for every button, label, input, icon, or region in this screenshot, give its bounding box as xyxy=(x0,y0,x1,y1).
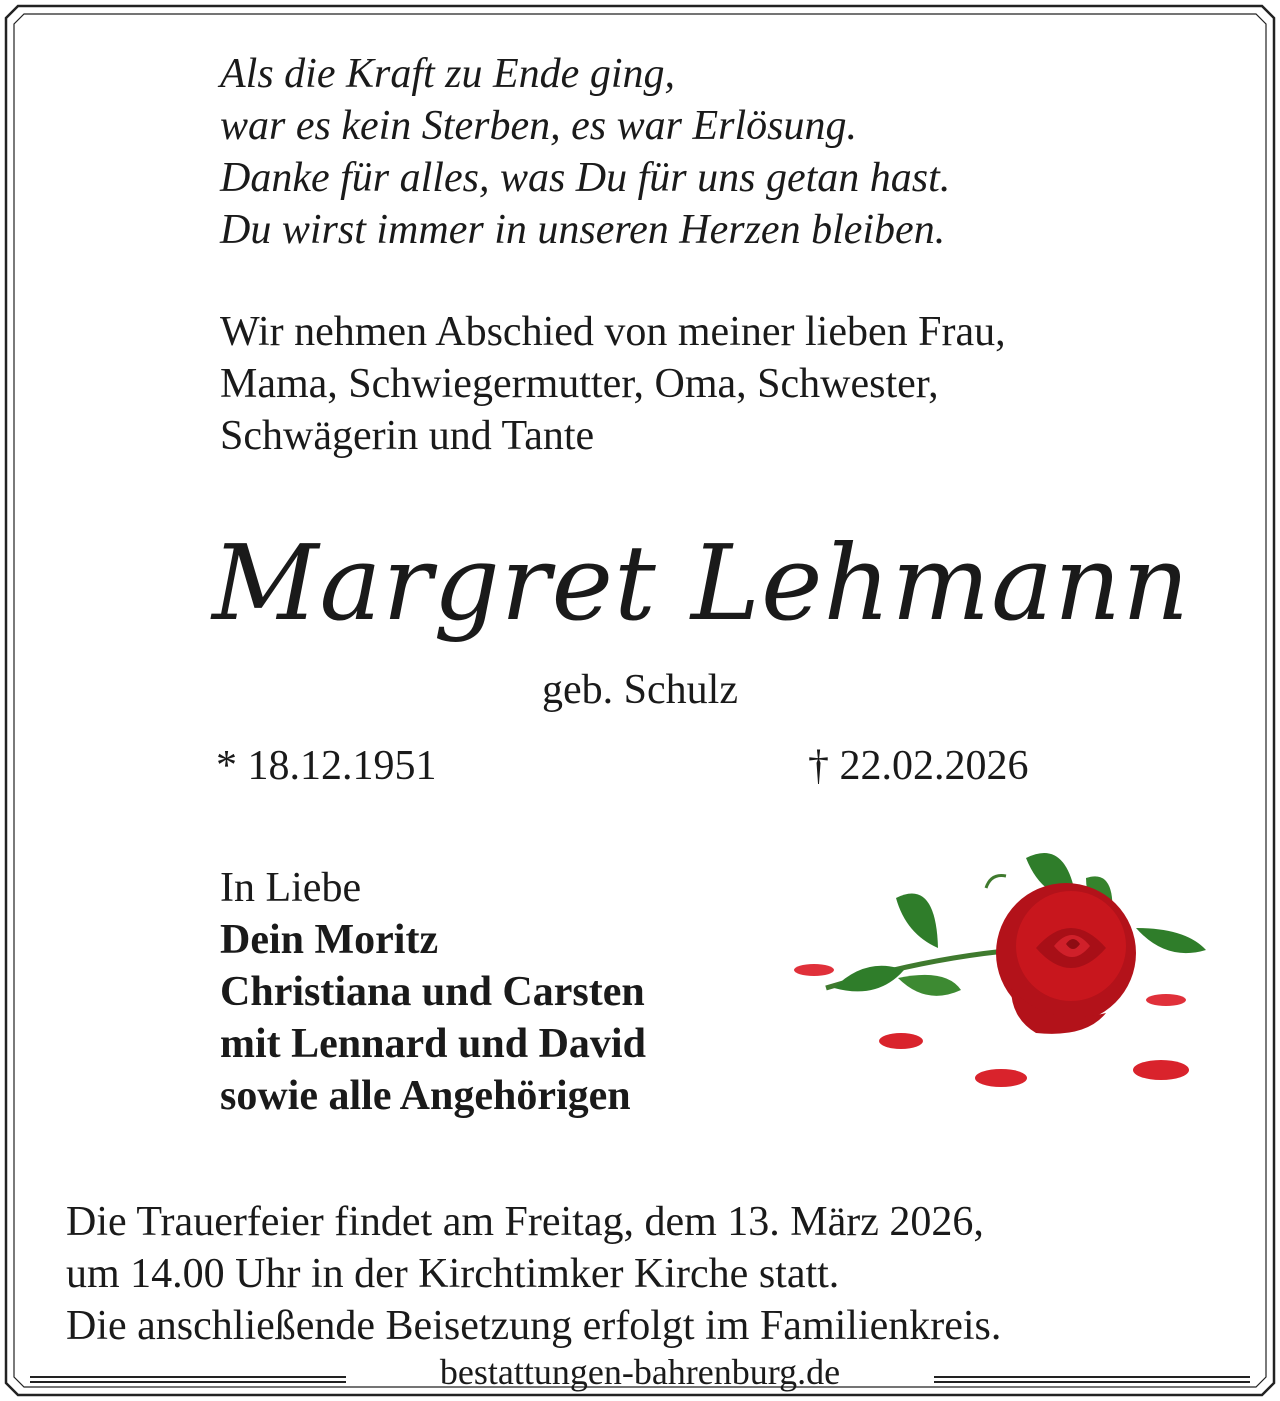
death-date: † 22.02.2026 xyxy=(808,743,1029,789)
poem-line: war es kein Sterben, es war Erlösung. xyxy=(220,103,857,149)
footer-rule-right xyxy=(934,1376,1250,1383)
maiden-name: geb. Schulz xyxy=(542,667,738,713)
service-line: um 14.00 Uhr in der Kirchtimker Kirche statt. xyxy=(66,1251,840,1297)
farewell-intro xyxy=(220,306,1006,462)
mourners xyxy=(220,862,646,1122)
poem-line: Du wirst immer in unseren Herzen bleiben. xyxy=(220,207,946,253)
poem xyxy=(220,48,950,256)
mourner-line: sowie alle Angehörigen xyxy=(220,1073,631,1119)
birth-date: * 18.12.1951 xyxy=(216,743,437,789)
mourner-line: mit Lennard und David xyxy=(220,1021,646,1067)
rose-image xyxy=(786,838,1216,1098)
mourners-intro: In Liebe xyxy=(220,865,362,911)
poem-line: Als die Kraft zu Ende ging, xyxy=(220,51,675,97)
rose-icon xyxy=(786,838,1216,1098)
footer xyxy=(0,1350,1280,1396)
deceased-name: Margret Lehmann xyxy=(212,522,1191,644)
mourner-line: Dein Moritz xyxy=(220,917,439,963)
intro-line: Mama, Schwiegermutter, Oma, Schwester, xyxy=(220,361,939,407)
footer-website: bestattungen-bahrenburg.de xyxy=(439,1352,841,1392)
service-details xyxy=(66,1196,1001,1352)
intro-line: Wir nehmen Abschied von meiner lieben Frau, xyxy=(220,309,1006,355)
intro-line: Schwägerin und Tante xyxy=(220,413,595,459)
mourner-line: Christiana und Carsten xyxy=(220,969,645,1015)
service-line: Die anschließende Beisetzung erfolgt im Familienkreis. xyxy=(66,1303,1002,1349)
poem-line: Danke für alles, was Du für uns getan hast. xyxy=(220,155,951,201)
service-line: Die Trauerfeier findet am Freitag, dem 13. März 2026, xyxy=(66,1199,984,1245)
